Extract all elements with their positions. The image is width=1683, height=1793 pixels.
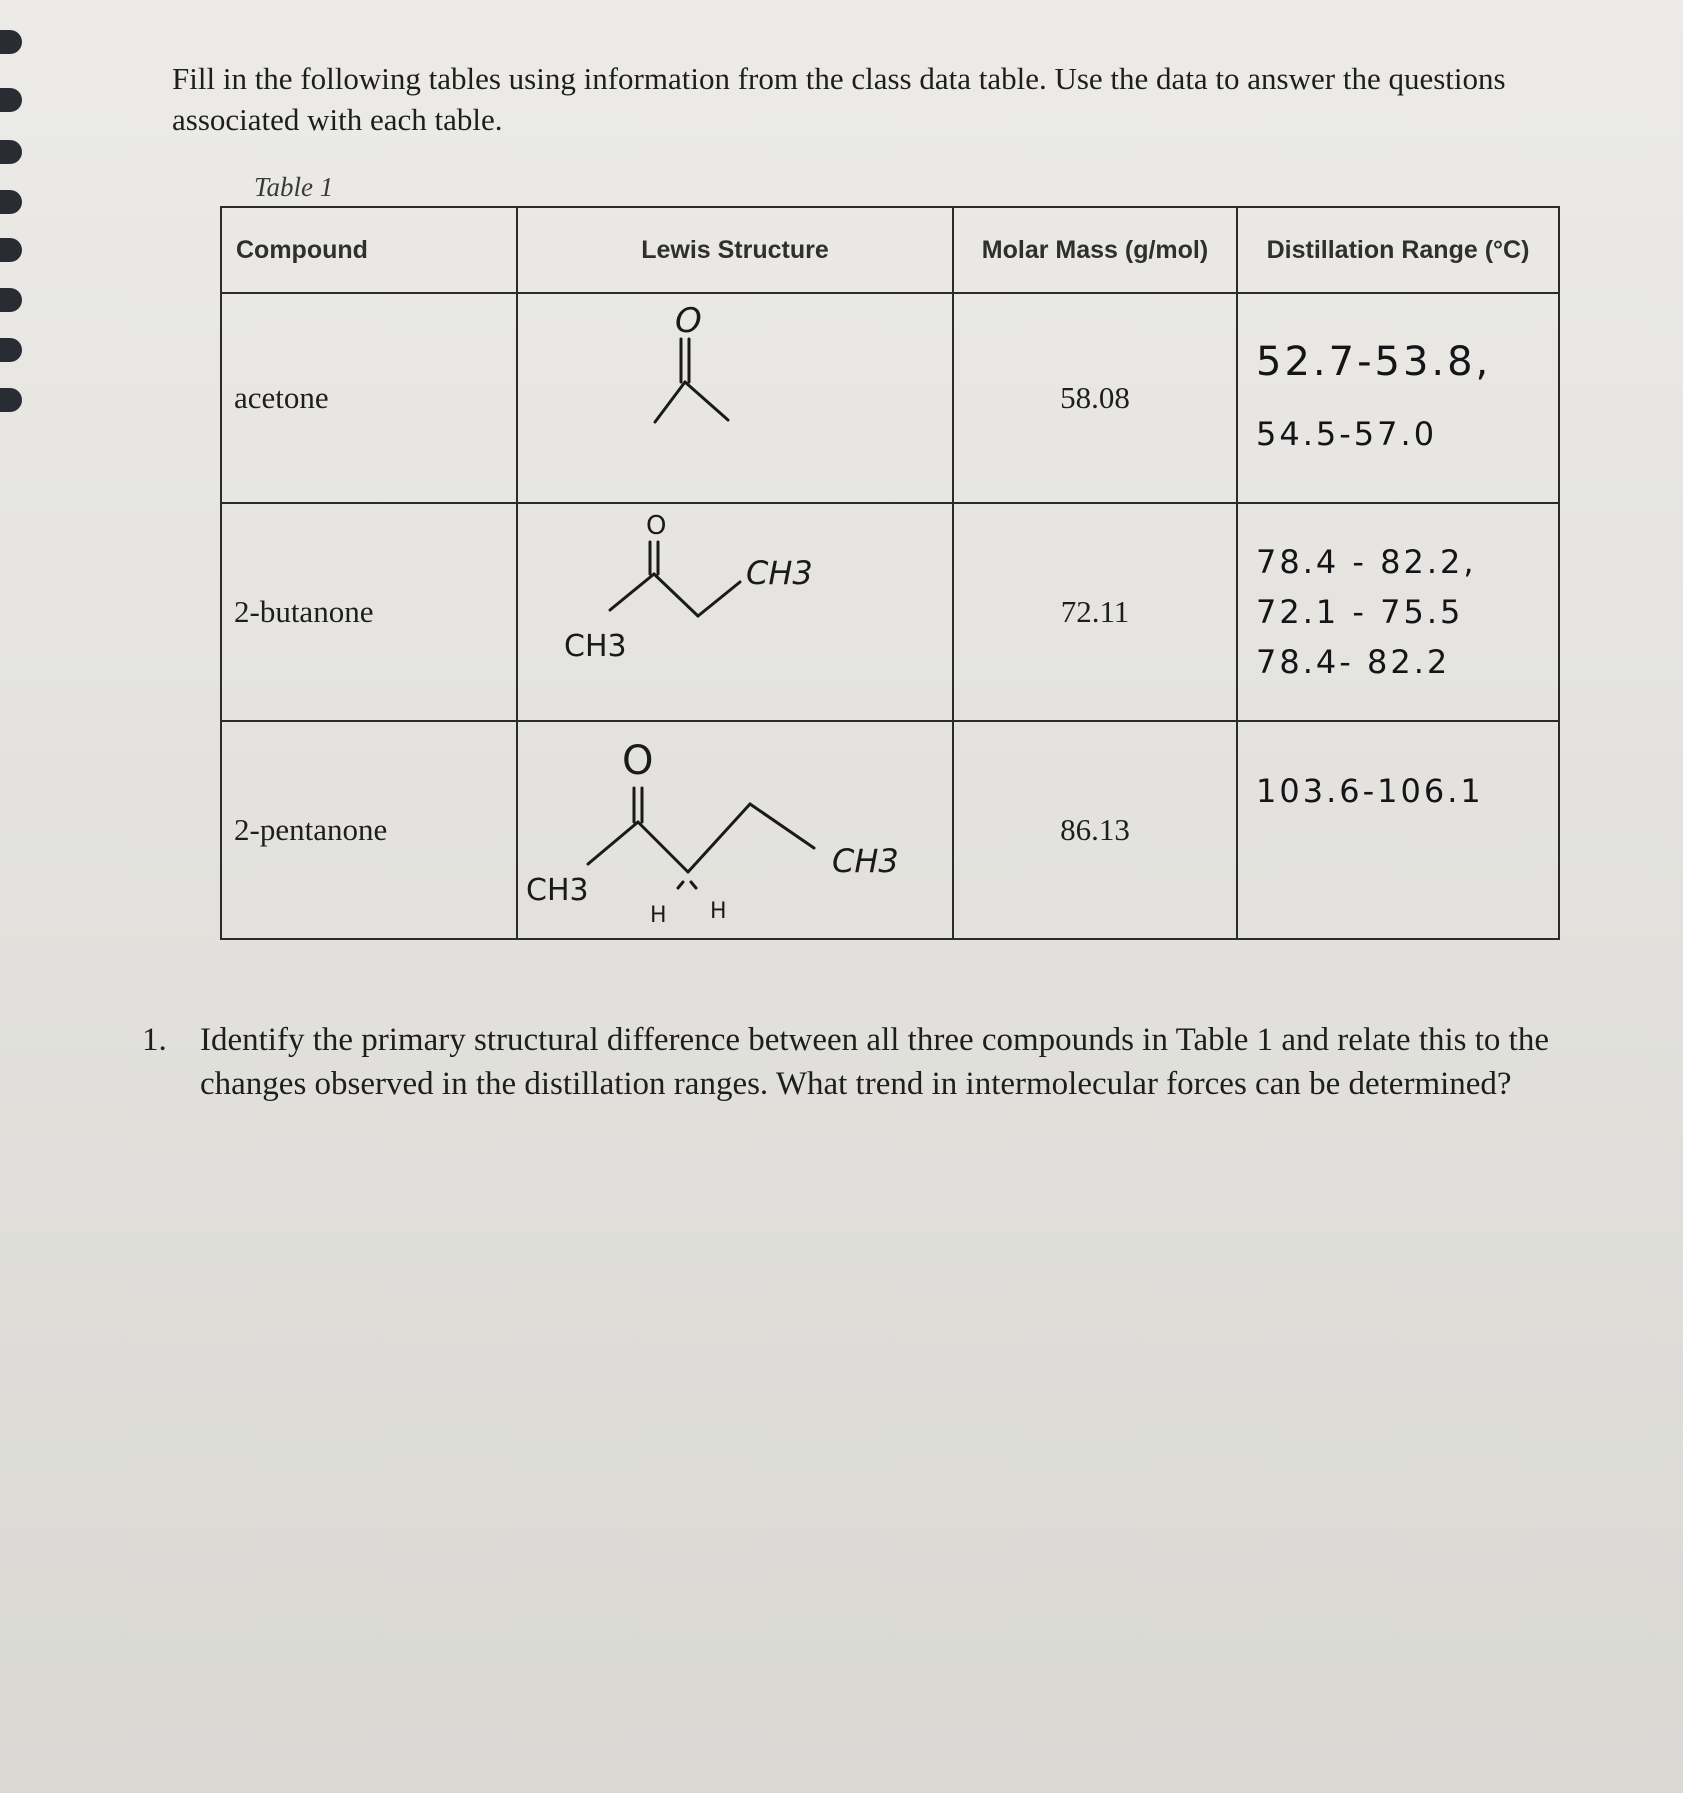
2-pentanone-structure-drawing (518, 722, 954, 938)
table-row (221, 503, 1559, 721)
distillation-cell (1237, 721, 1559, 939)
header-lewis-structure: Lewis Structure (517, 207, 953, 293)
molar-mass-cell: 58.08 (953, 293, 1237, 503)
instructions-text: Fill in the following tables using information from the class data table. Use the data to answer the questions associated with each table. (172, 61, 1506, 137)
compound-cell: acetone (221, 293, 517, 503)
question-text: Identify the primary structural difference between all three compounds in Table 1 and relate this to the changes observed in the distillation ranges. What trend in intermolecular forces can be determined? (200, 1022, 1549, 1102)
distillation-value: 78.4 - 82.2, (1256, 543, 1477, 581)
compound-cell: 2-pentanone (221, 721, 517, 939)
header-compound: Compound (221, 207, 517, 293)
hydrogen-label: H (650, 903, 667, 928)
oxygen-label: O (622, 738, 654, 784)
table-row (221, 293, 1559, 503)
distillation-value: 72.1 - 75.5 (1256, 593, 1464, 631)
table-caption: Table 1 (254, 172, 334, 202)
2-butanone-structure-drawing (518, 504, 954, 720)
distillation-value: 103.6-106.1 (1256, 772, 1484, 810)
methyl-label: CH3 (832, 842, 899, 880)
lewis-structure-2-butanone (517, 503, 953, 721)
methyl-label: CH3 (746, 554, 813, 592)
header-distillation-range: Distillation Range (°C) (1237, 207, 1559, 293)
question-1 (142, 1018, 1642, 1106)
oxygen-label: O (675, 301, 702, 341)
compound-cell: 2-butanone (221, 503, 517, 721)
question-number: 1. (142, 1022, 167, 1058)
lewis-structure-2-pentanone (517, 721, 953, 939)
table-row (221, 721, 1559, 939)
lewis-structure-acetone (517, 293, 953, 503)
distillation-cell (1237, 293, 1559, 503)
distillation-value: 78.4- 82.2 (1256, 643, 1451, 681)
spiral-binding (0, 0, 26, 950)
hydrogen-label: H (710, 899, 727, 924)
molar-mass-cell: 86.13 (953, 721, 1237, 939)
header-molar-mass: Molar Mass (g/mol) (953, 207, 1237, 293)
distillation-value: 54.5-57.0 (1256, 415, 1438, 453)
compound-table (220, 206, 1560, 940)
methyl-label: CH3 (564, 629, 627, 664)
distillation-value: 52.7-53.8, (1256, 339, 1492, 385)
distillation-cell (1237, 503, 1559, 721)
acetone-structure-drawing (518, 294, 954, 502)
table-header-row (221, 207, 1559, 293)
molar-mass-cell: 72.11 (953, 503, 1237, 721)
methyl-label: CH3 (526, 873, 589, 908)
oxygen-label: O (646, 511, 667, 541)
